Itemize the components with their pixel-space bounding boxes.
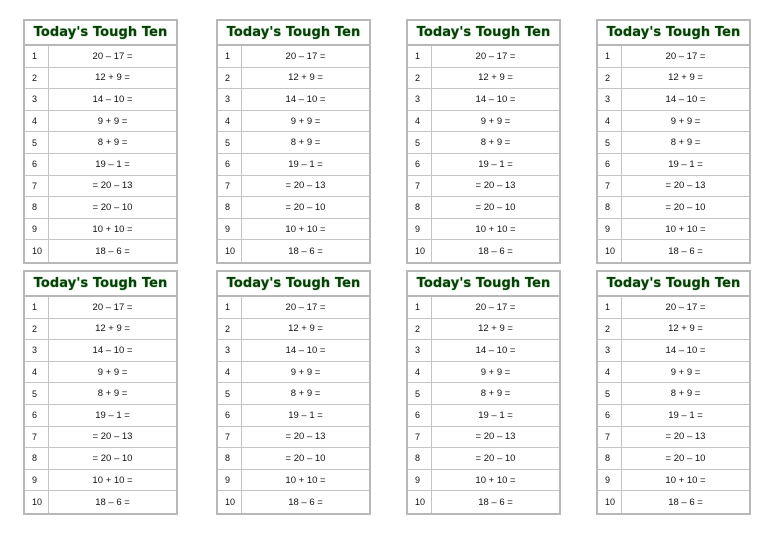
problem-row <box>408 111 559 133</box>
problem-text: 14 – 10 = <box>475 93 516 105</box>
problem-row <box>408 197 559 219</box>
problem-text: 8 + 9 = <box>97 388 128 400</box>
problem-number: 10 <box>408 240 432 262</box>
problem-number: 1 <box>598 297 622 318</box>
problem-number: 1 <box>218 297 242 318</box>
problem-number: 6 <box>218 405 242 426</box>
problem-row <box>25 197 176 219</box>
problem-text: 8 + 9 = <box>290 388 321 400</box>
problem-number: 6 <box>218 154 242 175</box>
problem-number: 2 <box>408 68 432 89</box>
problem-number: 2 <box>408 319 432 340</box>
problem-row <box>598 89 749 111</box>
problem-number: 9 <box>598 219 622 240</box>
problem-text: 18 – 6 = <box>668 496 703 508</box>
problem-text: 19 – 1 = <box>668 158 703 170</box>
problem-text: 10 + 10 = <box>475 474 516 486</box>
problem-text: 14 – 10 = <box>665 93 706 105</box>
problem-row <box>218 427 369 449</box>
problem-number: 6 <box>25 405 49 426</box>
problem-row <box>25 240 176 262</box>
problem-text: 19 – 1 = <box>95 158 130 170</box>
problem-number: 8 <box>408 197 432 218</box>
problem-number: 4 <box>408 111 432 132</box>
problem-number: 4 <box>598 362 622 383</box>
problem-number: 8 <box>598 197 622 218</box>
problem-text: 18 – 6 = <box>478 245 513 257</box>
problem-number: 3 <box>25 340 49 361</box>
problem-row <box>408 46 559 68</box>
problem-row <box>25 340 176 362</box>
problem-number: 2 <box>218 319 242 340</box>
problem-number: 1 <box>598 46 622 67</box>
card-title: Today's Tough Ten <box>408 21 559 46</box>
problem-row <box>598 470 749 492</box>
problem-row <box>218 297 369 319</box>
problem-row <box>598 362 749 384</box>
problem-text: 8 + 9 = <box>480 388 511 400</box>
problem-number: 8 <box>598 448 622 469</box>
problem-row <box>408 470 559 492</box>
problem-number: 3 <box>408 340 432 361</box>
problem-row <box>218 132 369 154</box>
problem-text: = 20 – 13 <box>92 180 133 192</box>
problem-row <box>218 154 369 176</box>
problem-number: 5 <box>598 132 622 153</box>
problem-row <box>598 491 749 513</box>
problem-text: 12 + 9 = <box>288 323 323 335</box>
problem-row <box>25 89 176 111</box>
problem-number: 10 <box>25 491 49 513</box>
problem-text: 20 – 17 = <box>665 301 706 313</box>
problem-row <box>408 427 559 449</box>
problem-row <box>25 491 176 513</box>
problem-text: 14 – 10 = <box>475 344 516 356</box>
problem-number: 4 <box>408 362 432 383</box>
problem-row <box>408 68 559 90</box>
problem-text: 12 + 9 = <box>95 72 130 84</box>
problem-text: 14 – 10 = <box>665 344 706 356</box>
problem-row <box>598 176 749 198</box>
problem-row <box>218 46 369 68</box>
problem-text: 19 – 1 = <box>95 409 130 421</box>
problem-row <box>408 319 559 341</box>
problem-row <box>25 297 176 319</box>
problem-number: 9 <box>408 219 432 240</box>
tough-ten-card <box>406 19 561 264</box>
problem-row <box>218 362 369 384</box>
problem-number: 1 <box>218 46 242 67</box>
problem-text: 8 + 9 = <box>290 137 321 149</box>
problem-row <box>25 154 176 176</box>
problem-number: 10 <box>218 491 242 513</box>
problem-text: 19 – 1 = <box>668 409 703 421</box>
problem-text: 20 – 17 = <box>475 50 516 62</box>
problem-row <box>218 197 369 219</box>
problem-text: 20 – 17 = <box>92 50 133 62</box>
card-title: Today's Tough Ten <box>408 272 559 297</box>
problem-text: 12 + 9 = <box>288 72 323 84</box>
problem-row <box>408 154 559 176</box>
problem-text: 18 – 6 = <box>478 496 513 508</box>
problem-number: 1 <box>25 297 49 318</box>
problem-text: 14 – 10 = <box>285 93 326 105</box>
tough-ten-card <box>23 270 178 515</box>
problem-text: 18 – 6 = <box>288 496 323 508</box>
problem-number: 7 <box>218 427 242 448</box>
problem-text: 19 – 1 = <box>478 158 513 170</box>
problem-text: 14 – 10 = <box>285 344 326 356</box>
problem-number: 3 <box>598 89 622 110</box>
problem-text: 9 + 9 = <box>480 115 511 127</box>
problem-row <box>598 319 749 341</box>
problem-number: 7 <box>408 427 432 448</box>
problem-text: 10 + 10 = <box>665 223 706 235</box>
problem-number: 9 <box>25 470 49 491</box>
problem-row <box>25 383 176 405</box>
problem-row <box>25 319 176 341</box>
problem-number: 10 <box>408 491 432 513</box>
problem-row <box>218 240 369 262</box>
problem-row <box>598 340 749 362</box>
problem-row <box>25 427 176 449</box>
problem-text: 10 + 10 = <box>665 474 706 486</box>
problem-text: 19 – 1 = <box>288 409 323 421</box>
problem-text: = 20 – 13 <box>285 180 326 192</box>
problem-number: 4 <box>25 362 49 383</box>
problem-number: 3 <box>598 340 622 361</box>
card-title: Today's Tough Ten <box>25 272 176 297</box>
problem-number: 3 <box>218 89 242 110</box>
problem-row <box>218 319 369 341</box>
problem-row <box>25 46 176 68</box>
problem-row <box>25 176 176 198</box>
problem-text: 9 + 9 = <box>290 115 321 127</box>
problem-row <box>218 176 369 198</box>
problem-text: 10 + 10 = <box>285 223 326 235</box>
problem-row <box>25 448 176 470</box>
problem-row <box>408 362 559 384</box>
problem-number: 4 <box>25 111 49 132</box>
problem-text: 14 – 10 = <box>92 93 133 105</box>
problem-number: 8 <box>408 448 432 469</box>
problem-number: 6 <box>598 405 622 426</box>
problem-row <box>598 427 749 449</box>
problem-row <box>218 448 369 470</box>
problem-number: 5 <box>218 383 242 404</box>
problem-row <box>25 362 176 384</box>
problem-row <box>25 219 176 241</box>
problem-number: 3 <box>218 340 242 361</box>
problem-row <box>408 491 559 513</box>
problem-number: 4 <box>218 111 242 132</box>
problem-text: 9 + 9 = <box>97 366 128 378</box>
problem-text: 20 – 17 = <box>665 50 706 62</box>
problem-text: 8 + 9 = <box>670 137 701 149</box>
problem-number: 5 <box>25 132 49 153</box>
problem-number: 4 <box>218 362 242 383</box>
problem-row <box>408 340 559 362</box>
problem-row <box>218 89 369 111</box>
problem-text: 20 – 17 = <box>475 301 516 313</box>
tough-ten-card <box>406 270 561 515</box>
problem-row <box>218 383 369 405</box>
problem-row <box>598 132 749 154</box>
problem-number: 10 <box>598 491 622 513</box>
problem-text: 10 + 10 = <box>92 474 133 486</box>
problem-number: 2 <box>598 68 622 89</box>
problem-text: 10 + 10 = <box>285 474 326 486</box>
problem-text: = 20 – 13 <box>285 431 326 443</box>
problem-text: = 20 – 10 <box>285 201 326 213</box>
tough-ten-card <box>596 19 751 264</box>
problem-row <box>408 219 559 241</box>
problem-text: = 20 – 10 <box>92 452 133 464</box>
problem-number: 2 <box>218 68 242 89</box>
problem-number: 3 <box>25 89 49 110</box>
problem-number: 6 <box>25 154 49 175</box>
problem-row <box>25 405 176 427</box>
problem-number: 10 <box>218 240 242 262</box>
card-title: Today's Tough Ten <box>25 21 176 46</box>
problem-number: 6 <box>598 154 622 175</box>
problem-row <box>598 68 749 90</box>
problem-number: 2 <box>25 319 49 340</box>
problem-text: = 20 – 13 <box>665 431 706 443</box>
problem-row <box>408 297 559 319</box>
problem-text: = 20 – 10 <box>665 201 706 213</box>
problem-text: 8 + 9 = <box>670 388 701 400</box>
problem-text: 20 – 17 = <box>285 50 326 62</box>
problem-row <box>598 405 749 427</box>
problem-row <box>408 89 559 111</box>
problem-row <box>598 297 749 319</box>
problem-text: = 20 – 13 <box>475 180 516 192</box>
problem-number: 9 <box>408 470 432 491</box>
problem-row <box>218 68 369 90</box>
problem-row <box>598 219 749 241</box>
problem-number: 1 <box>408 46 432 67</box>
tough-ten-card <box>23 19 178 264</box>
tough-ten-card <box>216 270 371 515</box>
problem-number: 8 <box>25 197 49 218</box>
problem-text: 12 + 9 = <box>95 323 130 335</box>
problem-row <box>218 405 369 427</box>
problem-row <box>598 111 749 133</box>
problem-text: 18 – 6 = <box>95 496 130 508</box>
problem-row <box>408 132 559 154</box>
problem-text: 12 + 9 = <box>668 72 703 84</box>
problem-number: 7 <box>25 176 49 197</box>
problem-text: 18 – 6 = <box>288 245 323 257</box>
problem-number: 9 <box>25 219 49 240</box>
tough-ten-card <box>216 19 371 264</box>
problem-text: 18 – 6 = <box>668 245 703 257</box>
problem-number: 7 <box>25 427 49 448</box>
problem-number: 7 <box>598 427 622 448</box>
problem-text: 20 – 17 = <box>285 301 326 313</box>
problem-row <box>408 405 559 427</box>
problem-row <box>408 240 559 262</box>
problem-row <box>218 470 369 492</box>
card-title: Today's Tough Ten <box>218 21 369 46</box>
problem-text: 12 + 9 = <box>478 323 513 335</box>
problem-number: 2 <box>598 319 622 340</box>
problem-text: 9 + 9 = <box>290 366 321 378</box>
card-title: Today's Tough Ten <box>598 21 749 46</box>
problem-row <box>218 219 369 241</box>
problem-row <box>598 240 749 262</box>
problem-row <box>408 383 559 405</box>
problem-number: 6 <box>408 154 432 175</box>
problem-number: 1 <box>408 297 432 318</box>
problem-number: 7 <box>598 176 622 197</box>
problem-text: 12 + 9 = <box>478 72 513 84</box>
problem-row <box>598 197 749 219</box>
problem-number: 4 <box>598 111 622 132</box>
problem-number: 10 <box>598 240 622 262</box>
problem-text: = 20 – 10 <box>475 201 516 213</box>
problem-number: 3 <box>408 89 432 110</box>
problem-row <box>25 470 176 492</box>
problem-row <box>598 448 749 470</box>
problem-text: 9 + 9 = <box>670 115 701 127</box>
tough-ten-card <box>596 270 751 515</box>
card-title: Today's Tough Ten <box>598 272 749 297</box>
problem-row <box>25 111 176 133</box>
problem-text: 9 + 9 = <box>480 366 511 378</box>
problem-row <box>218 340 369 362</box>
problem-number: 7 <box>218 176 242 197</box>
problem-row <box>598 46 749 68</box>
problem-row <box>25 68 176 90</box>
problem-row <box>598 154 749 176</box>
problem-text: 19 – 1 = <box>478 409 513 421</box>
problem-text: 8 + 9 = <box>480 137 511 149</box>
problem-text: = 20 – 13 <box>665 180 706 192</box>
problem-number: 8 <box>218 448 242 469</box>
problem-row <box>218 111 369 133</box>
problem-text: 9 + 9 = <box>670 366 701 378</box>
problem-number: 10 <box>25 240 49 262</box>
problem-number: 7 <box>408 176 432 197</box>
problem-text: 20 – 17 = <box>92 301 133 313</box>
problem-row <box>408 176 559 198</box>
problem-number: 9 <box>218 219 242 240</box>
problem-number: 8 <box>218 197 242 218</box>
problem-number: 9 <box>598 470 622 491</box>
problem-number: 2 <box>25 68 49 89</box>
problem-row <box>408 448 559 470</box>
problem-number: 1 <box>25 46 49 67</box>
problem-number: 9 <box>218 470 242 491</box>
problem-text: = 20 – 10 <box>475 452 516 464</box>
problem-number: 5 <box>408 383 432 404</box>
problem-text: 10 + 10 = <box>92 223 133 235</box>
problem-number: 6 <box>408 405 432 426</box>
problem-text: 10 + 10 = <box>475 223 516 235</box>
problem-number: 5 <box>25 383 49 404</box>
problem-text: = 20 – 10 <box>665 452 706 464</box>
problem-text: 9 + 9 = <box>97 115 128 127</box>
problem-row <box>218 491 369 513</box>
problem-number: 5 <box>218 132 242 153</box>
problem-number: 5 <box>598 383 622 404</box>
problem-text: = 20 – 13 <box>475 431 516 443</box>
problem-row <box>598 383 749 405</box>
problem-text: 8 + 9 = <box>97 137 128 149</box>
problem-text: 12 + 9 = <box>668 323 703 335</box>
problem-text: = 20 – 10 <box>285 452 326 464</box>
problem-row <box>25 132 176 154</box>
problem-number: 8 <box>25 448 49 469</box>
problem-text: = 20 – 10 <box>92 201 133 213</box>
problem-text: 18 – 6 = <box>95 245 130 257</box>
problem-text: 19 – 1 = <box>288 158 323 170</box>
problem-text: = 20 – 13 <box>92 431 133 443</box>
problem-text: 14 – 10 = <box>92 344 133 356</box>
card-title: Today's Tough Ten <box>218 272 369 297</box>
problem-number: 5 <box>408 132 432 153</box>
